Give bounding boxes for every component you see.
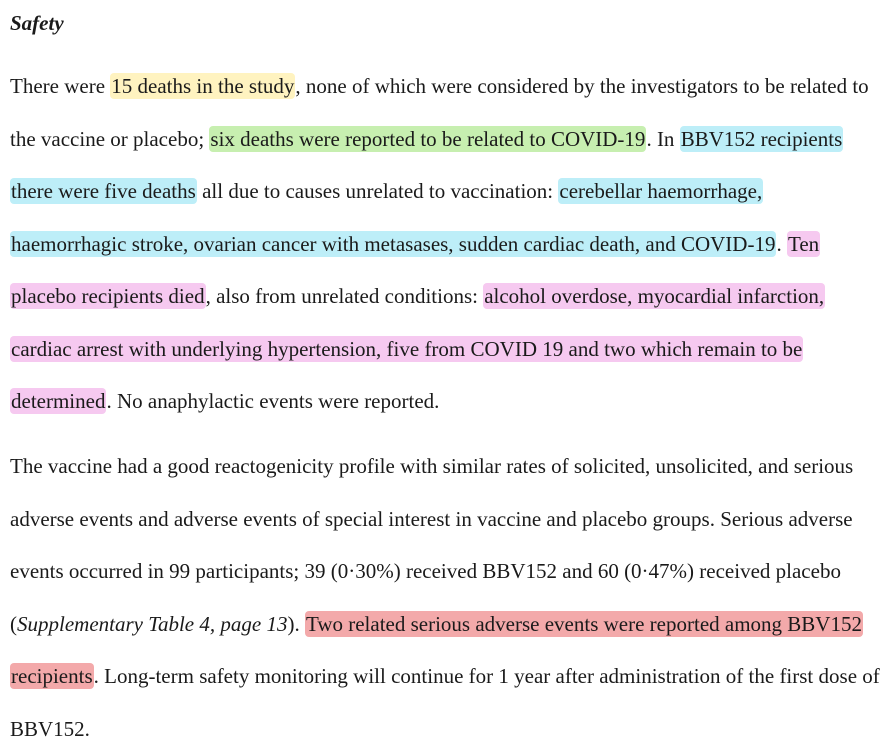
text-segment: , also from unrelated conditions: (205, 284, 484, 308)
safety-paragraph-1 (10, 60, 880, 428)
highlight-covid-deaths: six deaths were reported to be related to COVID-19 (210, 126, 646, 151)
highlight-serious-adverse-events: Two related serious adverse events were reported among BBV152 recipients (11, 611, 862, 688)
section-heading: Safety (10, 11, 64, 35)
text-segment: . In (646, 126, 680, 151)
highlight-bbv152-deaths: BBV152 recipients there were five deaths (11, 126, 843, 203)
text-segment: , none of which were considered by the investigators to be related to the vaccine or placebo; (10, 74, 869, 151)
supplementary-reference: Supplementary Table 4, page 13 (17, 611, 288, 636)
safety-paragraph-2 (10, 440, 880, 755)
text-segment: The vaccine had a good reactogenicity profile with similar rates of solicited, unsolicited, and serious adverse events and adverse events of special interest in vaccine and placebo groups. Serious adverse events occurred in 99 participants; 39 (0·30%) received BBV152 and 60 (0·47%) received placebo ( (10, 454, 854, 636)
highlight-placebo-causes: alcohol overdose, myocardial infarction, cardiac arrest with underlying hypertension, five from COVID 19 and two which remain to be determined (11, 284, 825, 413)
text-segment: . No anaphylactic events were reported. (106, 389, 440, 413)
text-segment: There were (10, 74, 111, 98)
text-segment: . (776, 231, 787, 256)
text-segment: all due to causes unrelated to vaccination: (196, 179, 559, 203)
text-segment: ). (287, 611, 305, 636)
highlight-bbv152-causes: cerebellar haemorrhage, haemorrhagic stroke, ovarian cancer with metasases, sudden cardiac death, and COVID-19 (11, 179, 776, 256)
highlight-total-deaths: 15 deaths in the study (111, 74, 295, 98)
text-segment: . Long-term safety monitoring will continue for 1 year after administration of the first dose of BBV152. (10, 664, 880, 741)
highlight-placebo-deaths: Ten placebo recipients died (11, 231, 820, 308)
